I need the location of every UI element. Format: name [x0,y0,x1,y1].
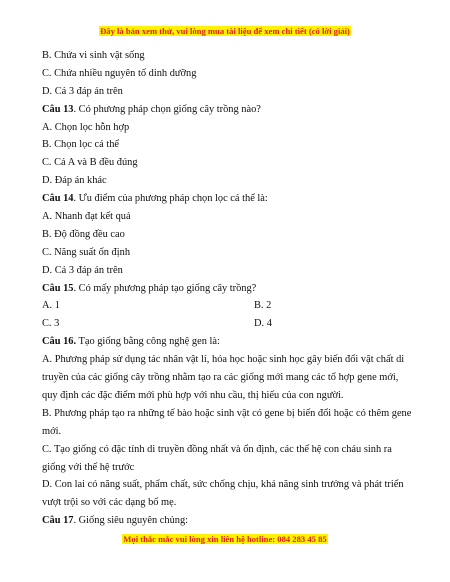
question-16 [42,333,414,351]
option-b: B. 2 [254,300,272,312]
question-text: . Giống siêu nguyên chủng: [73,515,189,527]
option-c: C. 3 [42,318,60,330]
option-paragraph: C. Tạo giống có đặc tính di truyền đồng nhất và ổn định, các thế hệ con cháu sinh ra giống với thế hệ trước [42,443,392,473]
option-d: D. 4 [254,318,272,330]
hotline-banner [0,534,450,545]
option-line: A. Chọn lọc hỗn hợp [42,121,130,133]
question-17 [42,512,414,530]
option-line: B. Chứa vi sinh vật sống [42,50,145,61]
option-line: C. Chứa nhiều nguyên tố dinh dưỡng [42,67,197,79]
option-a: A. 1 [42,300,60,312]
question-text: Tạo giống bằng công nghệ gen là: [76,336,220,348]
option-row [42,315,414,333]
question-label: Câu 13 [42,103,74,115]
option-line: D. Cả 3 đáp án trên [42,264,123,276]
option-line: D. Cả 3 đáp án trên [42,85,123,97]
question-15 [42,280,414,298]
hotline-banner-text: Mọi thắc mắc vui lòng xin liên hệ hotline: 084 283 45 85 [123,534,327,544]
option-line: A. Nhanh đạt kết quả [42,211,131,223]
question-label: Câu 16. [42,336,77,348]
option-line: D. Đáp án khác [42,175,107,187]
option-paragraph: D. Con lai có năng suất, phẩm chất, sức chống chịu, khả năng sinh trưởng và phát triển vượt trội so với các dạng bố mẹ. [42,479,404,509]
question-label: Câu 15 [42,282,74,294]
option-line: B. Chọn lọc cá thể [42,139,120,151]
question-label: Câu 17 [42,515,74,527]
option-row [42,297,414,315]
question-label: Câu 14 [42,193,74,205]
preview-banner [0,26,450,37]
question-text: . Có mấy phương pháp tạo giống cây trồng? [73,282,257,294]
option-line: C. Cả A và B đều đúng [42,157,138,169]
question-13 [42,101,414,119]
option-line: B. Độ đồng đều cao [42,228,125,240]
option-paragraph: A. Phương pháp sử dụng tác nhân vật lí, hóa học hoặc sinh học gây biến đổi vật chất di truyền của các giống cây trồng nhằm tạo ra các giống mới mang các tổ hợp gene mới, quy định các đặc điểm mới phù hợp với nhu cầu, thị hiếu của con người. [42,354,405,401]
question-text: . Ưu điểm của phương pháp chọn lọc cá thể là: [73,193,268,205]
question-list [42,47,414,530]
preview-banner-text: Đây là bản xem thử, vui lòng mua tài liệu để xem chi tiết (có lời giải) [100,26,350,36]
question-14 [42,190,414,208]
question-text: . Có phương pháp chọn giống cây trồng nào? [73,103,261,115]
option-line: C. Năng suất ổn định [42,246,131,258]
option-paragraph: B. Phương pháp tạo ra những tế bào hoặc sinh vật có gene bị biến đổi hoặc có thêm gene mới. [42,407,412,437]
